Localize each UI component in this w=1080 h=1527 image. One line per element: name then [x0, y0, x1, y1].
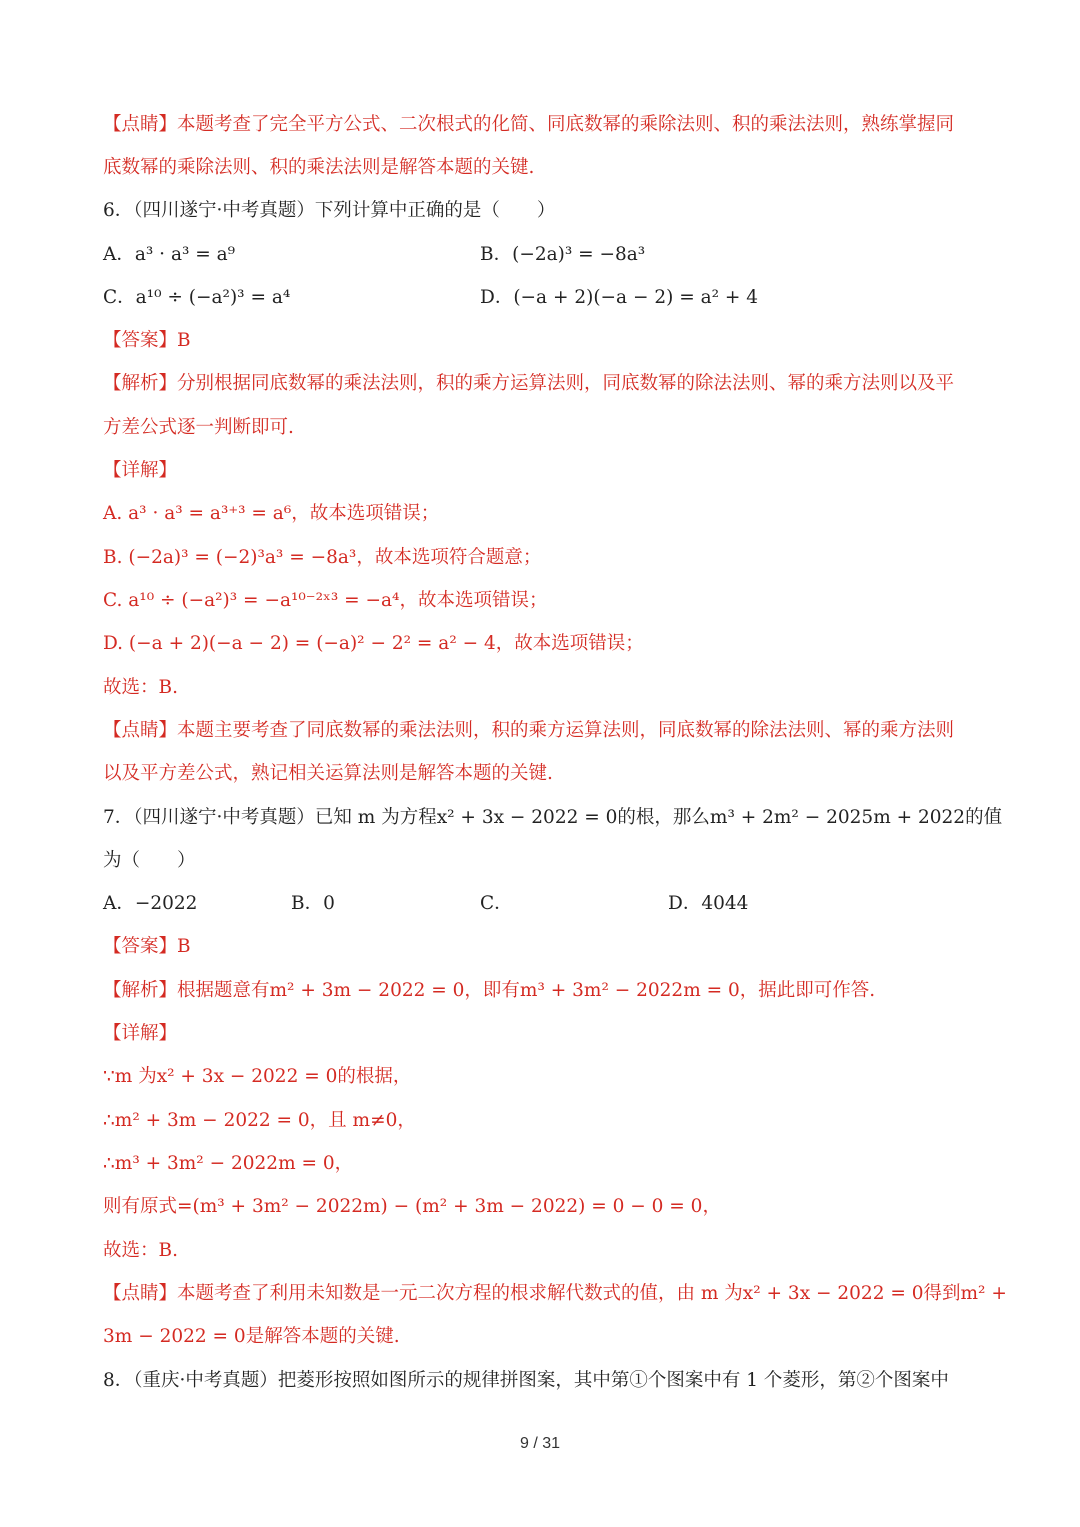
q6-xiangjie-label: 【详解】: [103, 460, 178, 481]
q6-jiexi-line-2: 方差公式逐一判断即可.: [103, 417, 294, 438]
q8-stem: 8．（重庆·中考真题）把菱形按照如图所示的规律拼图案，其中第①个图案中有 1 个菱形，第②个图案中: [103, 1370, 949, 1391]
q6-xiangjie-b: B. (−2a)³ = (−2)³a³ = −8a³，故本选项符合题意；: [103, 547, 542, 568]
q6-option-d: D．(−a + 2)(−a − 2) = a² + 4: [480, 287, 759, 308]
q7-xiangjie-line-2: ∴m² + 3m − 2022 = 0，且 m≠0，: [103, 1110, 416, 1131]
q6-xiangjie-c: C. a¹⁰ ÷ (−a²)³ = −a¹⁰⁻²ˣ³ = −a⁴，故本选项错误；: [103, 590, 548, 611]
q7-stem-line-2: 为（ ）: [103, 850, 196, 871]
q5-dianjing-line-1: 【点睛】本题考查了完全平方公式、二次根式的化简、同底数幂的乘除法则、积的乘法法则，熟练掌握同: [103, 114, 955, 135]
q6-xiangjie-d: D. (−a + 2)(−a − 2) = (−a)² − 2² = a² − 4，故本选项错误；: [103, 633, 644, 654]
q7-dianjing-line-2: 3m − 2022 = 0是解答本题的关键.: [103, 1326, 400, 1347]
q7-option-c: C．: [480, 893, 513, 914]
q6-guxuan: 故选：B.: [103, 677, 178, 698]
q6-stem: 6．（四川遂宁·中考真题）下列计算中正确的是（ ）: [103, 200, 556, 221]
q7-option-b: B．0: [291, 893, 335, 914]
q7-stem-line-1: 7．（四川遂宁·中考真题）已知 m 为方程x² + 3x − 2022 = 0的根，那么m³ + 2m² − 2025m + 2022的值: [103, 807, 1003, 828]
q6-option-b: B．(−2a)³ = −8a³: [480, 244, 646, 265]
q6-option-a: A．a³ · a³ = a⁹: [103, 244, 236, 265]
q7-dianjing-line-1: 【点睛】本题考查了利用未知数是一元二次方程的根求解代数式的值，由 m 为x² + 3x − 2022 = 0得到m² +: [103, 1283, 1007, 1304]
q6-dianjing-line-2: 以及平方差公式，熟记相关运算法则是解答本题的关键.: [103, 763, 553, 784]
q6-option-c: C．a¹⁰ ÷ (−a²)³ = a⁴: [103, 287, 291, 308]
q6-xiangjie-a: A. a³ · a³ = a³⁺³ = a⁶，故本选项错误；: [103, 503, 440, 524]
q7-xiangjie-line-1: ∵m 为x² + 3x − 2022 = 0的根据，: [103, 1066, 412, 1087]
q6-answer: 【答案】B: [103, 330, 191, 351]
q7-guxuan: 故选：B.: [103, 1240, 178, 1261]
q5-dianjing-line-2: 底数幂的乘除法则、积的乘法法则是解答本题的关键.: [103, 157, 535, 178]
q6-jiexi-line-1: 【解析】分别根据同底数幂的乘法法则，积的乘方运算法则，同底数幂的除法法则、幂的乘方法则以及平: [103, 373, 955, 394]
q7-answer: 【答案】B: [103, 936, 191, 957]
q7-xiangjie-label: 【详解】: [103, 1023, 178, 1044]
q7-xiangjie-line-4: 则有原式=(m³ + 3m² − 2022m) − (m² + 3m − 2022) = 0 − 0 = 0，: [103, 1196, 721, 1217]
q7-jiexi: 【解析】根据题意有m² + 3m − 2022 = 0，即有m³ + 3m² − 2022m = 0，据此即可作答.: [103, 980, 876, 1001]
page-number: 9 / 31: [519, 1435, 561, 1452]
q7-option-a: A．−2022: [103, 893, 198, 914]
q7-option-d: D．4044: [668, 893, 749, 914]
q6-dianjing-line-1: 【点睛】本题主要考查了同底数幂的乘法法则，积的乘方运算法则，同底数幂的除法法则、幂的乘方法则: [103, 720, 955, 741]
q7-xiangjie-line-3: ∴m³ + 3m² − 2022m = 0，: [103, 1153, 354, 1174]
